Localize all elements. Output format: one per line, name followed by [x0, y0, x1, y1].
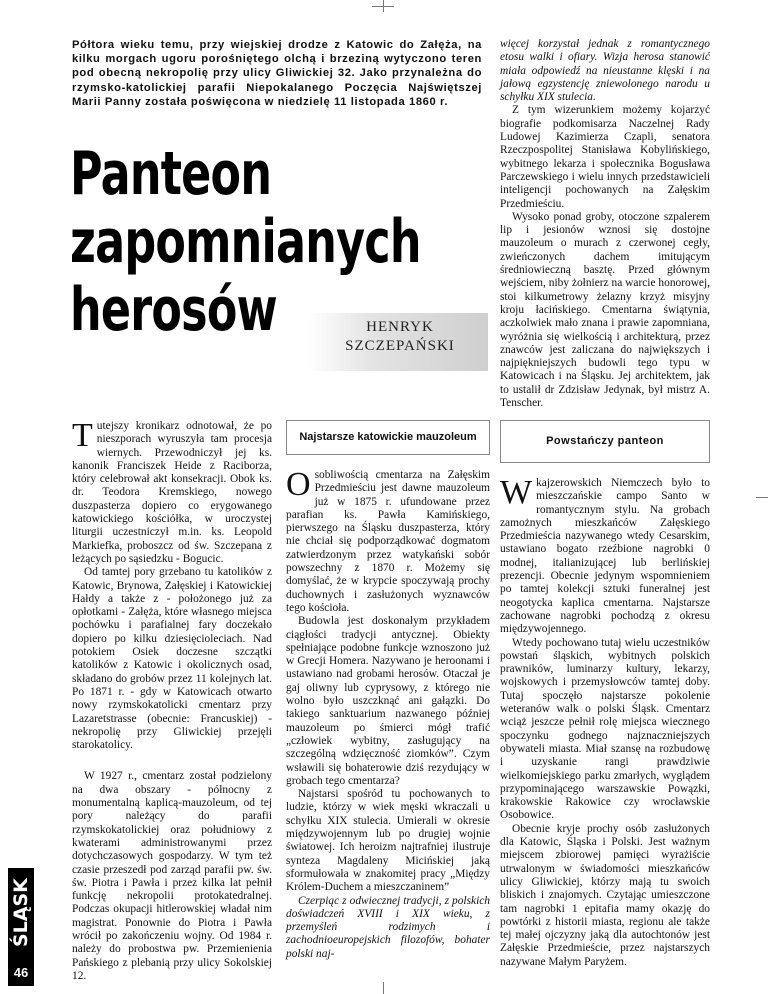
paragraph: W 1927 r., cmentarz został podzielony na dwa obszary - północny z monumentalną kaplicą-mauzoleum, od tej pory należący do parafii rzymskokatolickiej oraz południowy z kwaterami administrowanymi przez dotychczasowych gospodarzy. W tym też czasie przeszedł pod zarząd parafii pw. św. św. Piotra i Pawła i przez kilka lat pełnił funkcję nekropolii protokatedralnej. Podczas okupacji hitlerowskiej władał nim magistrat. Ponownie do Piotra i Pawła wrócił po zakończeniu wojny. Od 1984 r. należy do probostwa pw. Przemienienia Pańskiego z plebanią przy ulicy Sokolskiej 12.	[72, 770, 272, 982]
magazine-logo: ŚLĄSK	[10, 878, 32, 948]
paragraph-text: sobliwością cmentarza na Załęskim Przedmieściu jest dawne mauzoleum już w 1875 r. ufundowane przez parafian ks. Pawła Kamińskiego, pierwszego na Śląsku duszpasterza, który nie chciał się podporządkować dogmatom zatwierdzonym przez watykański sobór powszechny z 1870 r. Możemy się domyślać, że w krypcie spoczywają prochy duchownych i zasłużonych wyznawców tego kościoła.	[286, 469, 490, 614]
paragraph-text: kajzerowskich Niemczech było to mieszczańskie campo Santo w romantycznym stylu. Na grobach zamożnych mieszkańców Załęskiego Przedmieścia nazywanego wtedy Cesarskim, ustawiano bogato rzeźbione nagrobki 0 modnej, italianizującej lub berlińskiej prezencji. Obecnie jedynym wspomnieniem po tamtej kolekcji sztuki funeralnej jest neogotycka kaplica cmentarna. Najstarsze zachowane nagrobki pochodzą z okresu międzywojennego.	[500, 477, 710, 636]
spacer	[72, 752, 272, 770]
paragraph	[500, 474, 710, 637]
magazine-sidebar	[8, 868, 34, 986]
drop-cap: T	[72, 417, 93, 454]
paragraph: Budowla jest doskonałym przykładem ciągłości tradycji antycznej. Obiekty spełniające podobne funkcje wznoszono już w Grecji Homera. Nazywano je heroonami i ustawiano nad grobami herosów. Otaczał je gaj oliwny lub cyprysowy, z którego nie wolno było uszczknąć ani gałązki. Do takiego sanktuarium nazwanego później mauzoleum po śmierci mógł trafić „człowiek wybitny, zasługujący na szczególną wdzięczność ziomków”. Czym wsławili się bohaterowie dziś rezydujący w grobach tego cmentarza?	[286, 615, 490, 787]
page-number: 46	[13, 965, 29, 980]
quote-paragraph: Czerpiąc z odwiecznej tradycji, z polskich doświadczeń XVIII i XIX wieku, z przemyśleń rodzimych i zachodnioeuropejskich filozofów, bohater polski naj-	[286, 894, 490, 960]
column-2	[286, 420, 490, 961]
drop-cap: W	[500, 474, 533, 511]
author-name	[330, 318, 470, 356]
paragraph: Od tamtej pory grzebano tu katolików z Katowic, Brynowa, Załęskiej i Katowickiej Hałdy a także z - położonego już za opłotkami - Załęża, które własnego miejsca pochówku i parafialnej fary doczekało dopiero po kilku dziesięcioleciach. Nad potokiem Osiek doczesne szczątki katolików z Katowic i okolicznych osad, składano do grobów przez 11 kolejnych lat. Po 1871 r. - gdy w Katowicach otwarto nowy rzymskokatolicki cmentarz przy Lazaretstrasse (obecnie: Francuskiej) - nekropolię przy Gliwickiej przejęli starokatolicy.	[72, 566, 272, 752]
title-line-3: herosów	[70, 275, 277, 345]
article-lead: Półtora wieku temu, przy wiejskiej drodze z Katowic do Załęża, na kilku morgach ugoru porośniętego olchą i brzeziną wytyczono teren pod obecną nekropolię przy ulicy Gliwickiej 32. Jako przynależna do rzymsko-katolickiej parafii Niepokalanego Poczęcia Najświętszej Marii Panny została poświęcona w niedzielę 11 listopada 1860 r.	[72, 39, 482, 108]
title-line-1: Panteon	[70, 139, 272, 209]
paragraph	[286, 466, 490, 615]
section-heading: Najstarsze katowickie mauzoleum	[286, 420, 490, 455]
registration-mark-bottom	[383, 982, 384, 994]
registration-mark-right	[756, 497, 768, 498]
paragraph: Obecnie kryje prochy osób zasłużonych dla Katowic, Śląska i Polski. Jest ważnym miejscem zbiorowej pamięci wyrażiście utrwalonym w świadomości mieszkańców ulicy Gliwickiej, którzy mają tu swoich bliskich i znajomych. Czytając umieszczone tam nagrobki 1 epitafia mamy okazję do powtórki z historii miasta, regionu ale także tej małej ojczyzny jaką dla autochtonów jest Załęskie Przedmieście, przez najstarszych nazywane Małym Paryżem.	[500, 822, 710, 968]
paragraph: Wtedy pochowano tutaj wielu uczestników powstań śląskich, wybitnych polskich prawników, luminarzy kultury, lekarzy, wojskowych i przemysłowców tamtej doby. Tutaj spoczęło najstarsze pokolenie weteranów walk o polski Śląsk. Cmentarz wciąż jeszcze pełnił rolę miejsca wiecznego spoczynku godnego najznaczniejszych obywateli miasta. Miał szansę na rozbudowę i uzyskanie rangi prawdziwie wielkomiejskiego parku zmarłych, wyglądem przypominającego warszawskie Powązki, krakowskie Rakowice czy wrocławskie Osobowice.	[500, 636, 710, 822]
paragraph: Najstarsi spośród tu pochowanych to ludzie, którzy w wiek męski wkraczali u schyłku XIX stulecia. Umierali w okresie międzywojennym lub po drugiej wojnie światowej. Ich heroizm najtrafniej ilustruje synteza Magdaleny Micińskiej jaką sformułowała w znakomitej pracy „Między Królem-Duchem a mieszczaninem”	[286, 788, 490, 894]
column-3-top	[500, 38, 710, 410]
paragraph: Z tym wizerunkiem możemy kojarzyć biografie podkomisarza Naczelnej Rady Ludowej Kazimierza Czapli, senatora Rzeczpospolitej Stanisława Kobylińskiego, wybitnego lekarza i społecznika Bogusława Parczewskiego i wielu innych przedstawicieli inteligencji pochowanych na Załęskim Przedmieściu.	[500, 104, 710, 210]
drop-cap: O	[286, 466, 311, 503]
author-last-name: SZCZEPAŃSKI	[345, 338, 455, 354]
paragraph: Wysoko ponad groby, otoczone szpalerem lip i jesionów wznosi się dostojne mauzoleum o murach z czerwonej cegły, zwieńczonych dachem imitującym średniowieczną basztę. Przed głównym wejściem, niby żołnierz na warcie honorowej, stoi kilkumetrowy żelazny krzyż misyjny kroju łacińskiego. Cmentarna świątynia, aczkolwiek mało znana i prawie zapomniana, wyróżnia się wielkością i architekturą, przez znawców jest zaliczana do największych i najpiękniejszych budowli tego typu w Katowicach i na Śląsku. Jej architektem, jak to ustalił dr Zdzisław Jedynak, był mistrz A. Tenscher.	[500, 210, 710, 410]
paragraph-text: utejszy kronikarz odnotował, że po nieszporach wyruszyła tam procesja wiernych. Przewodniczył jej ks. kanonik Franciszek Heide z Raciborza, który celebrował akt konsekracji. Obok ks. dr. Teodora Kremskiego, nowego duszpasterza dopiero co erygowanego katowickiego kościółka, w uroczystej liturgii uczestniczył m.in. ks. Leopold Markiefka, proboszcz od św. Szczepana z leżących po sąsiedzku - Bogucic.	[72, 420, 272, 565]
quote-paragraph: więcej korzystał jednak z romantycznego etosu walki i ofiary. Wizja herosa stanowić miała odpowiedź na nieustanne klęski i na jałową egzystencję zniewolonego narodu u schyłku XIX stulecia.	[500, 38, 710, 104]
column-3-bottom	[500, 420, 710, 969]
column-1	[72, 417, 272, 983]
title-line-2: zapomnianych	[70, 207, 421, 277]
registration-mark-top-h	[372, 6, 394, 7]
author-first-name: HENRYK	[366, 319, 434, 335]
section-heading: Powstańczy panteon	[500, 420, 710, 463]
paragraph	[72, 417, 272, 566]
